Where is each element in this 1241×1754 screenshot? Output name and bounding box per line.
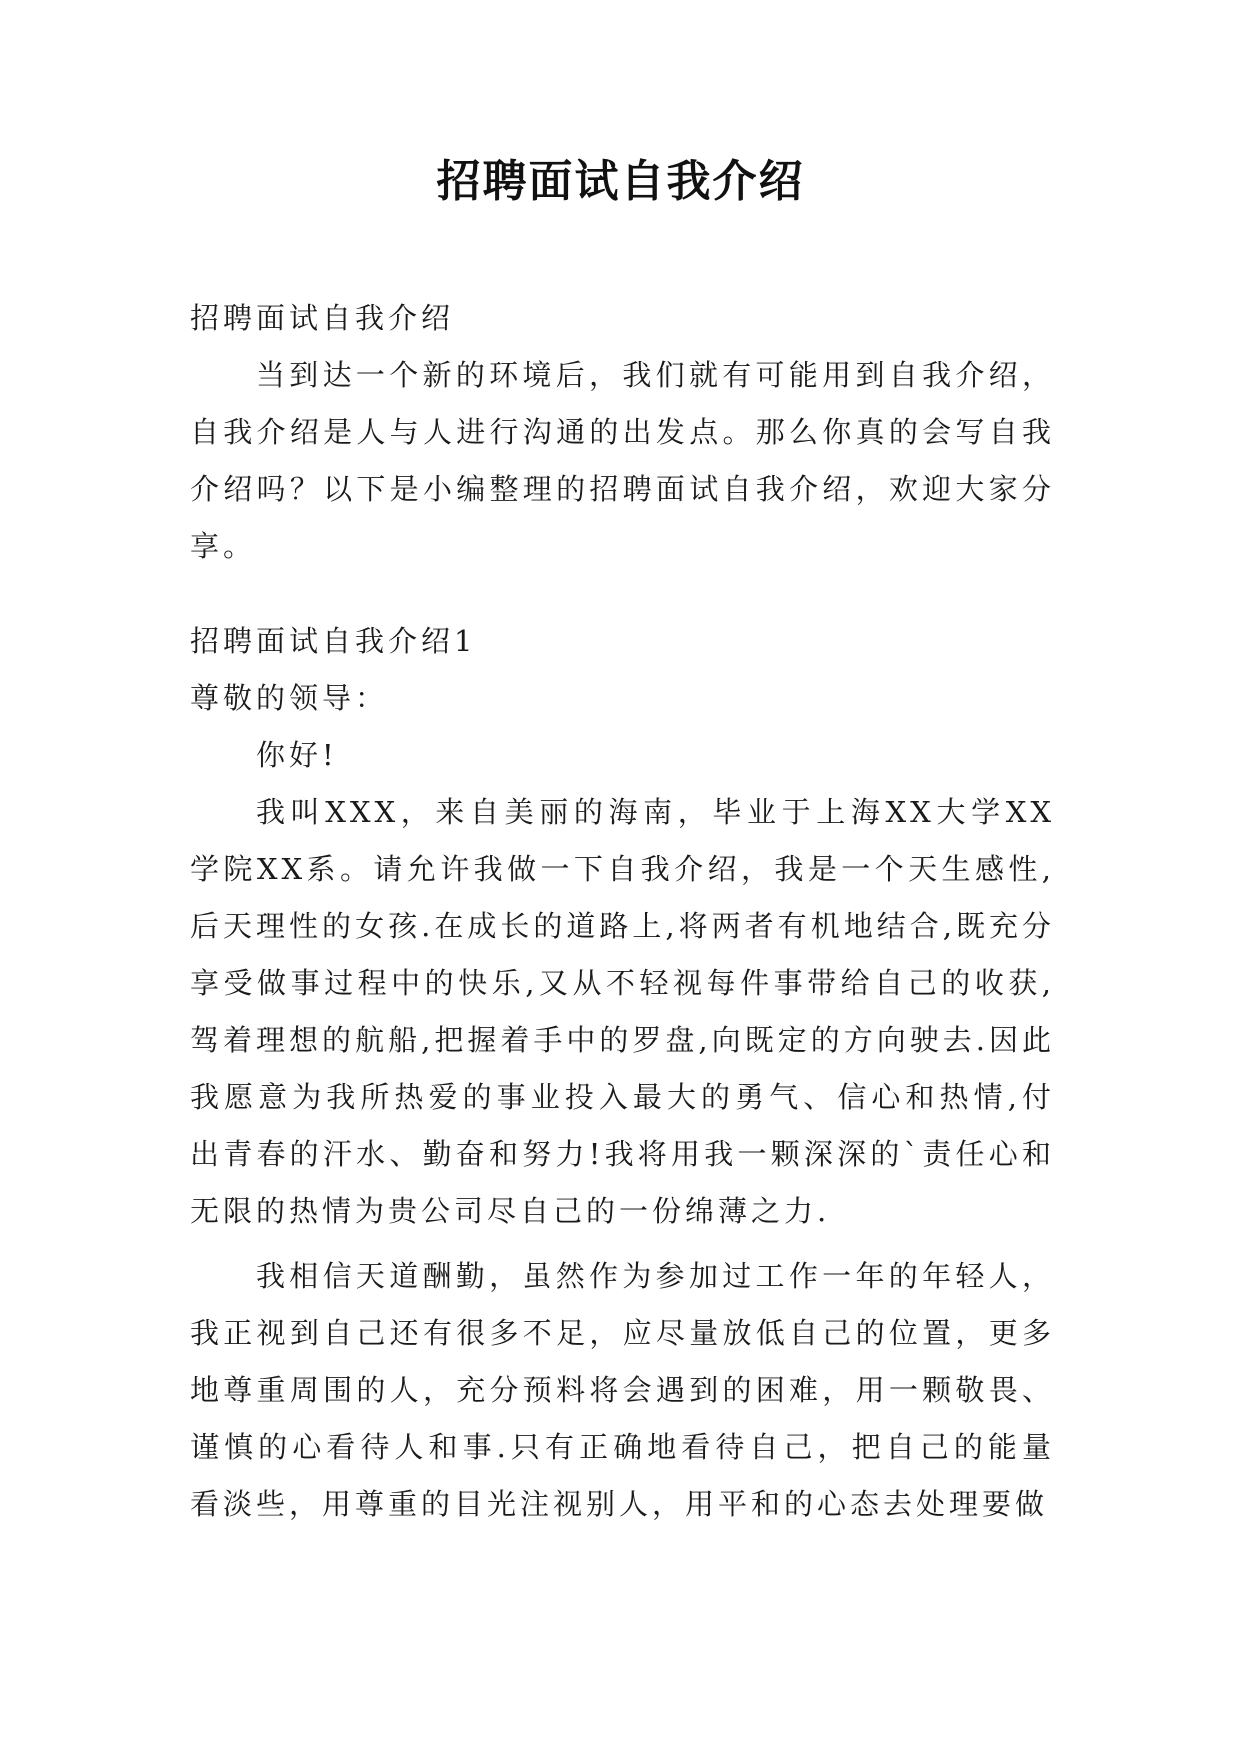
greeting: 你好!	[256, 738, 338, 772]
intro-paragraph: 当到达一个新的环境后，我们就有可能用到自我介绍，自我介绍是人与人进行沟通的出发点。那么你真的会写自我介绍吗？以下是小编整理的招聘面试自我介绍，欢迎大家分享。	[190, 358, 1055, 563]
salutation: 尊敬的领导：	[190, 681, 389, 715]
spacer	[190, 1240, 1055, 1248]
spacer	[190, 575, 1055, 613]
body-paragraph-2: 我相信天道酬勤，虽然作为参加过工作一年的年轻人，我正视到自己还有很多不足，应尽量放低自己的位置，更多地尊重周围的人，充分预料将会遇到的困难，用一颗敬畏、谨慎的心看待人和事.只有正确地看待自己，把自己的能量看淡些，用尊重的目光注视别人，用平和的心态去处理要做	[190, 1259, 1055, 1521]
document-title: 招聘面试自我介绍	[436, 156, 805, 207]
document-body	[190, 290, 1055, 1533]
section-heading: 招聘面试自我介绍1	[190, 624, 477, 658]
subtitle: 招聘面试自我介绍	[190, 301, 455, 335]
body-paragraph-1: 我叫XXX，来自美丽的海南，毕业于上海XX大学XX学院XX系。请允许我做一下自我介绍，我是一个天生感性,后天理性的女孩.在成长的道路上,将两者有机地结合,既充分享受做事过程中的快乐,又从不轻视每件事带给自己的收获,驾着理想的航船,把握着手中的罗盘,向既定的方向驶去.因此我愿意为我所热爱的事业投入最大的勇气、信心和热情,付出青春的汗水、勤奋和努力!我将用我一颗深深的`责任心和无限的热情为贵公司尽自己的一份绵薄之力.	[190, 795, 1055, 1228]
